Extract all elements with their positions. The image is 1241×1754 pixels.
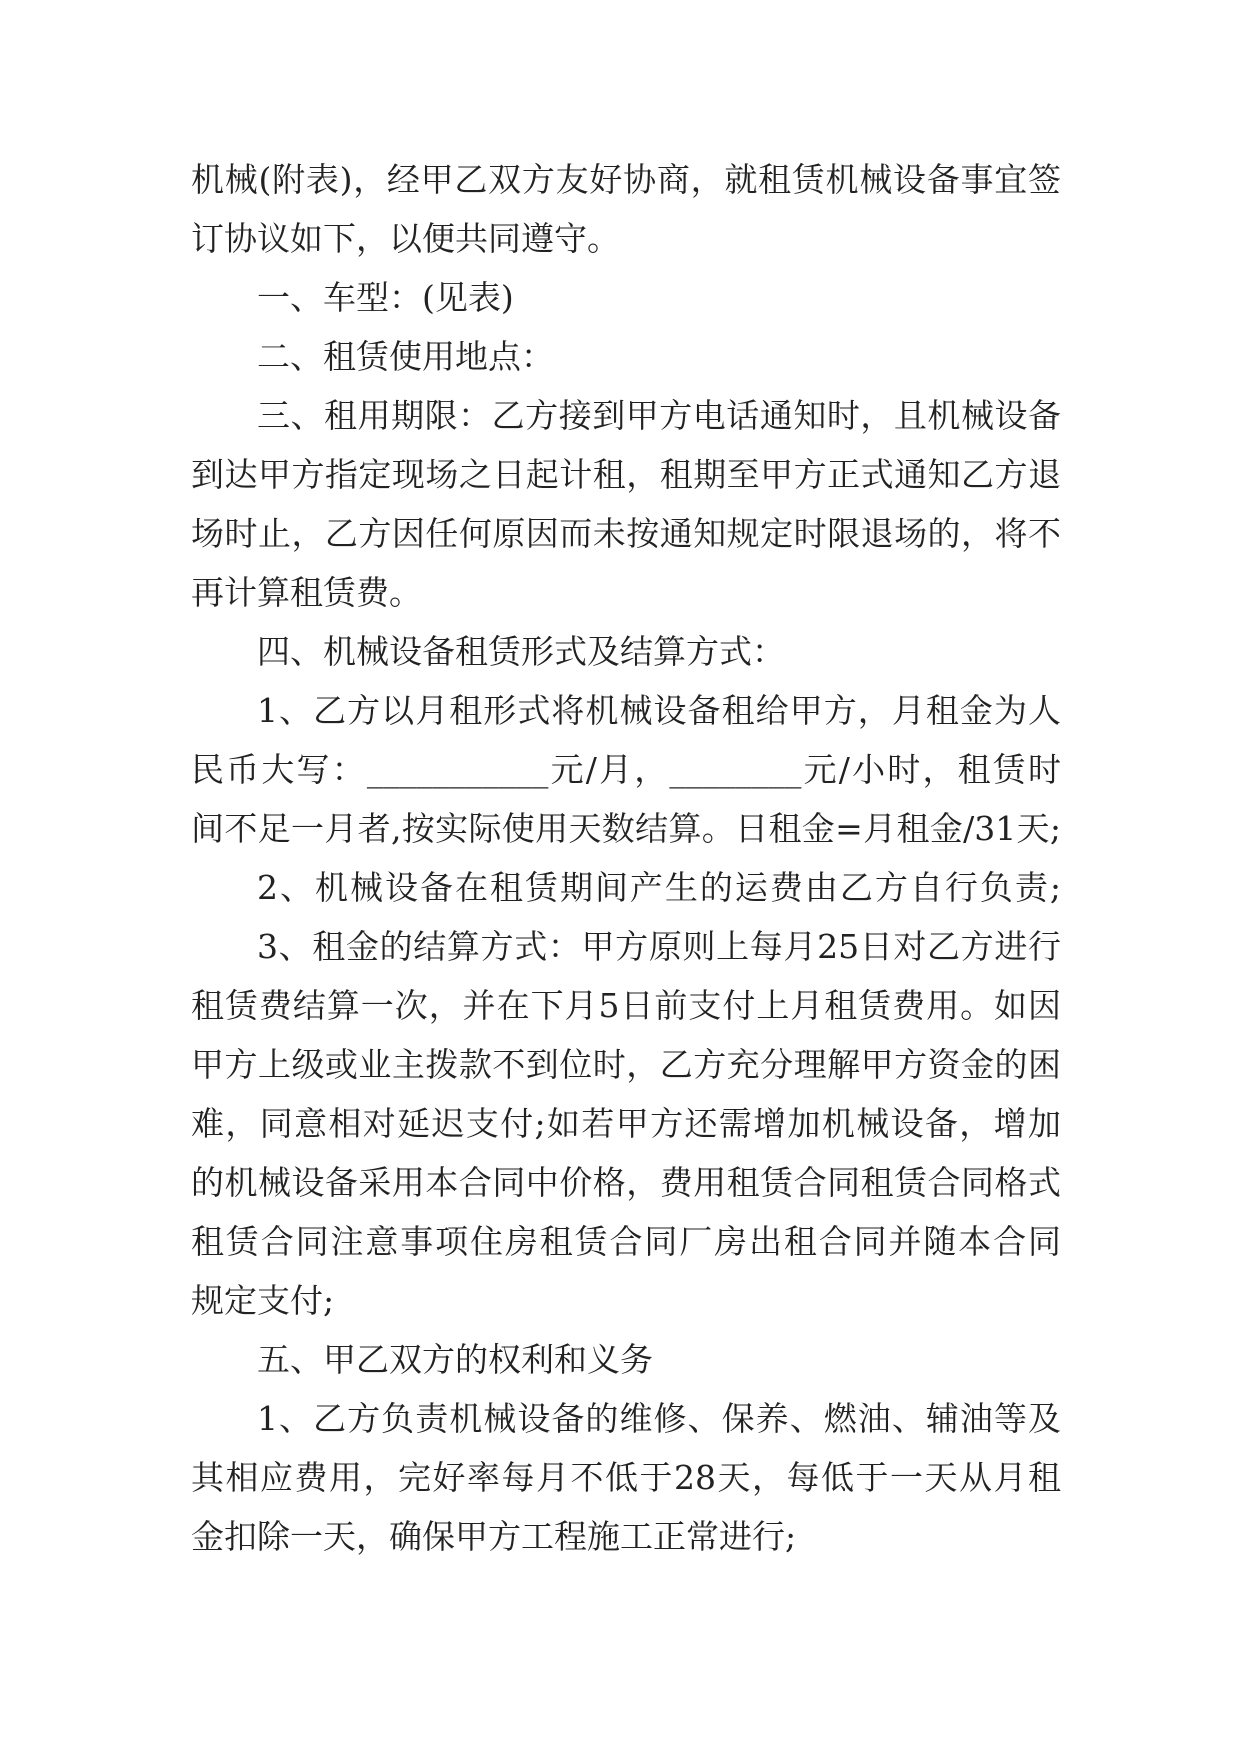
- text-line: [191, 1330, 1061, 1389]
- text-line: [191, 681, 1061, 740]
- text-line-content: 场时止，乙方因任何原因而未按通知规定时限退场的，将不: [191, 514, 1061, 553]
- text-line: [191, 563, 1061, 622]
- text-line-content: 2、机械设备在租赁期间产生的运费由乙方自行负责;: [257, 868, 1061, 907]
- text-line: [191, 327, 1061, 386]
- text-line: [191, 622, 1061, 681]
- text-line: [191, 386, 1061, 445]
- text-line: [191, 1153, 1061, 1212]
- text-line: [191, 1212, 1061, 1271]
- text-line: [191, 1507, 1061, 1566]
- text-line-content: 租赁费结算一次，并在下月5日前支付上月租赁费用。如因: [191, 986, 1061, 1025]
- text-line: [191, 150, 1061, 209]
- document-body: [191, 150, 1061, 1566]
- text-line-content: 三、租用期限：乙方接到甲方电话通知时，且机械设备: [257, 396, 1061, 435]
- text-line: [191, 1448, 1061, 1507]
- text-line: [191, 858, 1061, 917]
- text-line-content: 其相应费用，完好率每月不低于28天，每低于一天从月租: [191, 1458, 1061, 1497]
- text-line: [191, 799, 1061, 858]
- text-line-content: 二、租赁使用地点：: [257, 337, 554, 376]
- text-line: [191, 1271, 1061, 1330]
- text-line-content: 四、机械设备租赁形式及结算方式：: [257, 632, 785, 671]
- text-line-content: 规定支付;: [191, 1281, 335, 1320]
- text-line: [191, 445, 1061, 504]
- text-line: [191, 976, 1061, 1035]
- text-line-content: 机械(附表)，经甲乙双方友好协商，就租赁机械设备事宜签: [191, 160, 1061, 199]
- text-line-content: 一、车型：(见表): [257, 278, 514, 317]
- text-line: [191, 740, 1061, 799]
- text-line-content: 1、乙方负责机械设备的维修、保养、燃油、辅油等及: [257, 1399, 1061, 1438]
- text-line-content: 再计算租赁费。: [191, 573, 422, 612]
- text-line-content: 间不足一月者,按实际使用天数结算。日租金=月租金/31天;: [191, 809, 1061, 848]
- text-line-content: 金扣除一天，确保甲方工程施工正常进行;: [191, 1517, 797, 1556]
- text-line-content: 3、租金的结算方式：甲方原则上每月25日对乙方进行: [257, 927, 1061, 966]
- text-line: [191, 209, 1061, 268]
- text-line-content: 五、甲乙双方的权利和义务: [257, 1340, 653, 1379]
- text-line: [191, 268, 1061, 327]
- text-line-content: 甲方上级或业主拨款不到位时，乙方充分理解甲方资金的困: [191, 1045, 1061, 1084]
- text-line: [191, 1035, 1061, 1094]
- text-line: [191, 504, 1061, 563]
- text-line-content: 1、乙方以月租形式将机械设备租给甲方，月租金为人: [257, 691, 1061, 730]
- text-line-content: 的机械设备采用本合同中价格，费用租赁合同租赁合同格式: [191, 1163, 1061, 1202]
- text-line-content: 订协议如下，以便共同遵守。: [191, 219, 620, 258]
- text-line-content: 民币大写：___________元/月，________元/小时，租赁时: [191, 750, 1061, 789]
- text-line-content: 到达甲方指定现场之日起计租，租期至甲方正式通知乙方退: [191, 455, 1061, 494]
- text-line-content: 租赁合同注意事项住房租赁合同厂房出租合同并随本合同: [191, 1222, 1061, 1261]
- text-line: [191, 1094, 1061, 1153]
- text-line: [191, 917, 1061, 976]
- text-line: [191, 1389, 1061, 1448]
- text-line-content: 难，同意相对延迟支付;如若甲方还需增加机械设备，增加: [191, 1104, 1061, 1143]
